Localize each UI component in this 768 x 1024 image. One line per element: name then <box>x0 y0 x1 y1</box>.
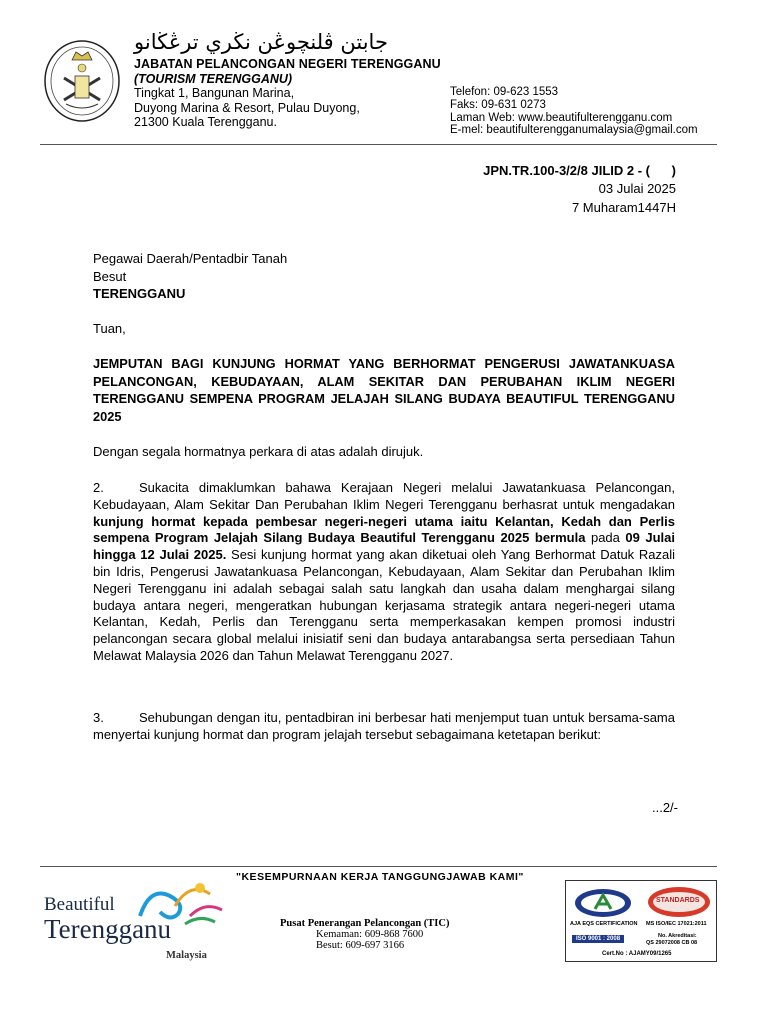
address-line: Tingkat 1, Bangunan Marina, <box>134 86 295 100</box>
para2-text: Sesi kunjung hormat yang akan diketuai oleh Yang Berhormat Datuk Razali bin Idris, Pengerusi Jawatankuasa Pelancongan, Kebudayaan, Alam Sekitar dan Perubahan Iklim Negeri Terengganu ini adalah sebagai salah satu langkah dan usaha dalam menghargai silang budaya antara negeri, mengeratkan hubungan kerjasama strategik antara negeri-negeri utama Kelantan, Kedah, Perlis dan Terengganu serta memperkasakan kempen promosi industri pelancongan secara global melalui inisiatif seni dan budaya antarabangsa serta persediaan Tahun Melawat Malaysia 2026 dan Tahun Melawat Terengganu 2027. <box>93 547 676 663</box>
paragraph-3 <box>93 710 675 744</box>
cert-label: MS ISO/IEC 17021:2011 <box>646 921 707 927</box>
brand-beautiful: Beautiful <box>44 894 115 915</box>
paragraph-number: 3. <box>93 710 104 725</box>
footer-motto: "KESEMPURNAAN KERJA TANGGUNGJAWAB KAMI" <box>236 871 524 883</box>
cert-number: Cert.No : AJAMY09/1265 <box>602 951 672 957</box>
paragraph-2 <box>93 480 675 665</box>
para2-text: pada <box>585 530 626 546</box>
address-line: Duyong Marina & Resort, Pulau Duyong, <box>134 100 360 115</box>
intro-paragraph: Dengan segala hormatnya perkara di atas adalah dirujuk. <box>93 444 424 459</box>
jawi-org-title: جابتن ڤلنچوڠن نڬري ترڠڬانو <box>134 30 388 54</box>
letter-dates <box>572 179 676 217</box>
footer-divider <box>40 866 717 867</box>
brand-malaysia: Malaysia <box>166 950 207 961</box>
cert-label: QS 29072008 CB 08 <box>646 940 698 946</box>
para2-bold-text: kunjung hormat kepada pembesar negeri-negeri utama iaitu Kelantan, Kedah dan Perlis sempena Program Jelajah Silang Budaya Beautiful Terengganu 2025 bermula <box>93 513 675 546</box>
header-divider <box>40 144 717 145</box>
paragraph-number: 2. <box>93 480 104 495</box>
org-address <box>134 86 360 130</box>
contact-email: E-mel: beautifulterengganumalaysia@gmail.com <box>450 124 698 137</box>
para2-bold-date: 09 Julai hingga 12 Julai 2025. <box>93 530 675 563</box>
tic-line: Kemaman: 609-868 7600 <box>316 929 424 940</box>
recipient-line: Besut <box>93 268 127 284</box>
recipient-line: Pegawai Daerah/Pentadbir Tanah <box>93 251 288 266</box>
para2-text: Sukacita dimaklumkan bahawa Kerajaan Negeri melalui Jawatankuasa Pelancongan, Kebudayaan, Alam Sekitar Dan Perubahan Iklim Negeri Terengganu berhasrat untuk mengadakan <box>93 480 675 512</box>
org-name: JABATAN PELANCONGAN NEGERI TERENGGANU <box>134 57 441 71</box>
recipient-block <box>93 250 287 303</box>
recipient-line: TERENGGANU <box>93 286 186 301</box>
tic-title: Pusat Penerangan Pelancongan (TIC) <box>280 918 450 929</box>
cert-label: No. Akreditasi: <box>658 933 697 939</box>
org-subname: (TOURISM TERENGGANU) <box>134 72 293 86</box>
tic-info <box>280 918 449 951</box>
page-continuation: ...2/- <box>651 800 678 815</box>
tic-line: Besut: 609-697 3166 <box>316 940 405 951</box>
state-crest-logo <box>42 38 122 124</box>
contact-phone: Telefon: 09-623 1553 <box>450 86 559 98</box>
cert-label: AJA EQS CERTIFICATION <box>570 921 638 927</box>
hijri-date: 7 Muharam1447H <box>571 200 676 215</box>
certification-box <box>565 880 717 962</box>
salutation: Tuan, <box>93 321 126 336</box>
cert-iso-label: ISO 9001 : 2008 <box>572 935 624 943</box>
contact-fax: Faks: 09-631 0273 <box>450 98 546 111</box>
address-line: 21300 Kuala Terengganu. <box>134 115 277 129</box>
reference-number: JPN.TR.100-3/2/8 JILID 2 - ( ) <box>483 163 676 178</box>
org-contact <box>450 86 698 137</box>
standards-badge-text: STANDARDS <box>656 897 700 904</box>
gregorian-date: 03 Julai 2025 <box>598 181 676 196</box>
letter-subject: JEMPUTAN BAGI KUNJUNG HORMAT YANG BERHORMAT PENGERUSI JAWATANKUASA PELANCONGAN, KEBUDAYAAN, ALAM SEKITAR DAN PERUBAHAN IKLIM NEGERI TERENGGANU SEMPENA PROGRAM JELAJAH SILANG BUDAYA BEAUTIFUL TERENGGANU 2025 <box>93 356 675 424</box>
para3-text: Sehubungan dengan itu, pentadbiran ini berbesar hati menjemput tuan untuk bersama-sama menyertai kunjung hormat dan program jelajah tersebut sebagaimana ketetapan berikut: <box>93 710 675 742</box>
brand-terengganu: Terengganu <box>44 914 172 944</box>
contact-website: Laman Web: www.beautifulterengganu.com <box>450 111 673 124</box>
